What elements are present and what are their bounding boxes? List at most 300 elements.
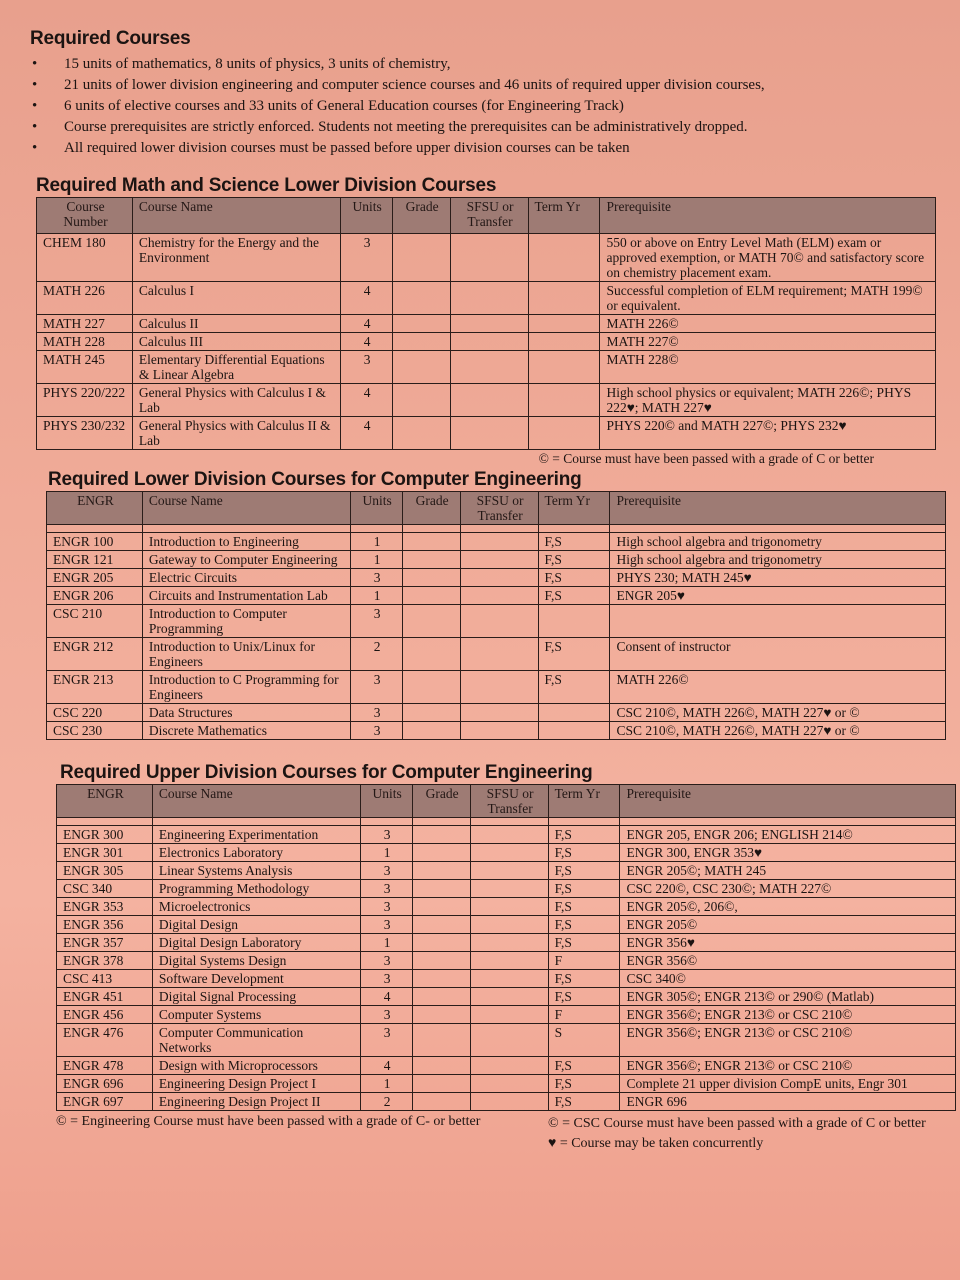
- grade-cell[interactable]: [392, 384, 450, 417]
- term-year-cell: [528, 282, 600, 315]
- sfsu-transfer-cell[interactable]: [470, 1057, 548, 1075]
- list-item: • All required lower division courses must be passed before upper division courses can be taken: [30, 138, 938, 159]
- table-row: [47, 722, 946, 740]
- course-name-cell: Engineering Experimentation: [152, 826, 360, 844]
- units-cell: 3: [350, 569, 402, 587]
- units-cell: 3: [350, 605, 402, 638]
- table-row: [47, 569, 946, 587]
- sfsu-transfer-cell[interactable]: [470, 1093, 548, 1111]
- course-name-cell: Discrete Mathematics: [142, 722, 350, 740]
- units-cell: 3: [350, 722, 402, 740]
- units-header: Units: [360, 785, 412, 818]
- units-cell: 1: [360, 844, 412, 862]
- units-cell: 3: [360, 970, 412, 988]
- prerequisite-cell: MATH 226©: [600, 315, 936, 333]
- spacer-cell: [360, 818, 412, 826]
- spacer-cell: [350, 525, 402, 533]
- prerequisite-cell: Successful completion of ELM requirement; MATH 199© or equivalent.: [600, 282, 936, 315]
- grade-cell[interactable]: [412, 898, 470, 916]
- units-cell: 4: [360, 988, 412, 1006]
- prerequisite-cell: ENGR 305©; ENGR 213© or 290© (Matlab): [620, 988, 956, 1006]
- course-number-cell: MATH 227: [37, 315, 133, 333]
- lower-division-title: Required Lower Division Courses for Computer Engineering: [48, 469, 582, 490]
- sfsu-transfer-header: SFSU or Transfer: [470, 785, 548, 818]
- prerequisite-header: Prerequisite: [610, 492, 946, 525]
- course-name-cell: Calculus I: [132, 282, 340, 315]
- course-number-cell: ENGR 451: [57, 988, 153, 1006]
- prerequisite-header: Prerequisite: [600, 198, 936, 234]
- grade-cell[interactable]: [412, 934, 470, 952]
- table-row: [47, 587, 946, 605]
- prerequisite-cell: ENGR 356©: [620, 952, 956, 970]
- sfsu-transfer-cell[interactable]: [460, 671, 538, 704]
- concurrent-note: ♥ = Course may be taken concurrently: [548, 1136, 764, 1151]
- table-row: [57, 970, 956, 988]
- term-year-cell: F,S: [548, 970, 620, 988]
- course-number-header: ENGR: [47, 492, 143, 525]
- sfsu-transfer-cell[interactable]: [470, 916, 548, 934]
- sfsu-transfer-cell[interactable]: [450, 315, 528, 333]
- sfsu-transfer-cell[interactable]: [470, 862, 548, 880]
- course-number-cell: ENGR 212: [47, 638, 143, 671]
- course-name-cell: Digital Systems Design: [152, 952, 360, 970]
- term-year-cell: F,S: [538, 671, 610, 704]
- prerequisite-cell: ENGR 300, ENGR 353♥: [620, 844, 956, 862]
- grade-c-note: © = Course must have been passed with a grade of C or better: [538, 451, 874, 466]
- term-year-cell: [528, 315, 600, 333]
- prerequisite-cell: [610, 605, 946, 638]
- prerequisite-cell: ENGR 356©; ENGR 213© or CSC 210©: [620, 1024, 956, 1057]
- units-cell: 3: [360, 1006, 412, 1024]
- course-name-cell: Engineering Design Project I: [152, 1075, 360, 1093]
- course-name-cell: General Physics with Calculus I & Lab: [132, 384, 340, 417]
- term-year-cell: S: [548, 1024, 620, 1057]
- grade-cell[interactable]: [412, 988, 470, 1006]
- sfsu-transfer-cell[interactable]: [470, 988, 548, 1006]
- header-row: [47, 492, 946, 525]
- units-cell: 1: [360, 1075, 412, 1093]
- term-year-cell: [528, 333, 600, 351]
- table-row: [57, 862, 956, 880]
- prerequisite-cell: MATH 226©: [610, 671, 946, 704]
- required-courses-title: Required Courses: [30, 28, 191, 49]
- table-row: [47, 533, 946, 551]
- prerequisite-cell: ENGR 356©; ENGR 213© or CSC 210©: [620, 1006, 956, 1024]
- course-name-cell: Chemistry for the Energy and the Environment: [132, 234, 340, 282]
- prerequisite-cell: High school algebra and trigonometry: [610, 533, 946, 551]
- term-year-cell: F,S: [538, 638, 610, 671]
- upper-division-table: [56, 784, 956, 1111]
- course-name-cell: Data Structures: [142, 704, 350, 722]
- course-name-cell: Introduction to C Programming for Engineers: [142, 671, 350, 704]
- course-number-cell: CHEM 180: [37, 234, 133, 282]
- course-number-cell: ENGR 476: [57, 1024, 153, 1057]
- table-row: [37, 234, 936, 282]
- term-year-cell: [528, 384, 600, 417]
- spacer-cell: [47, 525, 143, 533]
- units-header: Units: [350, 492, 402, 525]
- term-year-cell: F,S: [548, 898, 620, 916]
- prerequisite-cell: ENGR 205©, 206©,: [620, 898, 956, 916]
- course-name-cell: Microelectronics: [152, 898, 360, 916]
- prerequisite-cell: ENGR 205♥: [610, 587, 946, 605]
- term-year-cell: [538, 722, 610, 740]
- course-number-cell: CSC 210: [47, 605, 143, 638]
- units-cell: 3: [360, 826, 412, 844]
- grade-cell[interactable]: [402, 533, 460, 551]
- course-number-header: Course Number: [37, 198, 133, 234]
- units-cell: 1: [350, 587, 402, 605]
- sfsu-transfer-cell[interactable]: [460, 638, 538, 671]
- course-name-cell: Calculus III: [132, 333, 340, 351]
- list-item: • 15 units of mathematics, 8 units of physics, 3 units of chemistry,: [30, 54, 938, 75]
- course-name-cell: Elementary Differential Equations & Linear Algebra: [132, 351, 340, 384]
- course-number-cell: ENGR 378: [57, 952, 153, 970]
- spacer-row: [47, 525, 946, 533]
- course-name-cell: Engineering Design Project II: [152, 1093, 360, 1111]
- units-cell: 4: [340, 417, 392, 450]
- prerequisite-cell: Complete 21 upper division CompE units, Engr 301: [620, 1075, 956, 1093]
- sfsu-transfer-cell[interactable]: [470, 844, 548, 862]
- course-number-cell: ENGR 305: [57, 862, 153, 880]
- grade-cell[interactable]: [402, 587, 460, 605]
- prerequisite-cell: ENGR 696: [620, 1093, 956, 1111]
- units-cell: 3: [360, 898, 412, 916]
- spacer-cell: [610, 525, 946, 533]
- sfsu-transfer-cell[interactable]: [450, 351, 528, 384]
- header-row: [37, 198, 936, 234]
- units-cell: 1: [350, 533, 402, 551]
- table-row: [57, 898, 956, 916]
- grade-cell[interactable]: [402, 638, 460, 671]
- course-number-header: ENGR: [57, 785, 153, 818]
- table-row: [37, 384, 936, 417]
- spacer-cell: [152, 818, 360, 826]
- footnotes: [56, 1114, 960, 1158]
- course-number-cell: ENGR 100: [47, 533, 143, 551]
- spacer-cell: [460, 525, 538, 533]
- prerequisite-cell: MATH 227©: [600, 333, 936, 351]
- course-number-cell: ENGR 213: [47, 671, 143, 704]
- table-row: [57, 1024, 956, 1057]
- grade-cell[interactable]: [392, 234, 450, 282]
- grade-cell[interactable]: [402, 551, 460, 569]
- grade-cell[interactable]: [412, 826, 470, 844]
- lower-division-table: [46, 491, 946, 740]
- table-row: [57, 844, 956, 862]
- course-number-cell: CSC 413: [57, 970, 153, 988]
- course-number-cell: ENGR 121: [47, 551, 143, 569]
- sfsu-transfer-cell[interactable]: [450, 282, 528, 315]
- course-number-cell: MATH 228: [37, 333, 133, 351]
- course-number-cell: ENGR 357: [57, 934, 153, 952]
- course-number-cell: ENGR 697: [57, 1093, 153, 1111]
- course-name-header: Course Name: [132, 198, 340, 234]
- units-cell: 4: [340, 384, 392, 417]
- course-number-cell: ENGR 696: [57, 1075, 153, 1093]
- prerequisite-cell: CSC 220©, CSC 230©; MATH 227©: [620, 880, 956, 898]
- math-science-title: Required Math and Science Lower Division Courses: [36, 175, 497, 196]
- units-cell: 3: [360, 880, 412, 898]
- units-cell: 3: [360, 952, 412, 970]
- grade-cell[interactable]: [412, 1024, 470, 1057]
- term-year-cell: [528, 417, 600, 450]
- table-row: [47, 638, 946, 671]
- units-cell: 4: [340, 315, 392, 333]
- sfsu-transfer-cell[interactable]: [450, 417, 528, 450]
- term-year-cell: F,S: [548, 1057, 620, 1075]
- prerequisite-cell: ENGR 205, ENGR 206; ENGLISH 214©: [620, 826, 956, 844]
- sfsu-transfer-cell[interactable]: [450, 384, 528, 417]
- term-year-cell: [538, 704, 610, 722]
- requirements-list: [30, 54, 938, 159]
- table-row: [47, 605, 946, 638]
- course-name-cell: Programming Methodology: [152, 880, 360, 898]
- course-name-cell: Digital Design: [152, 916, 360, 934]
- course-number-cell: ENGR 205: [47, 569, 143, 587]
- grade-cell[interactable]: [412, 916, 470, 934]
- table-row: [57, 880, 956, 898]
- table-row: [57, 826, 956, 844]
- sfsu-transfer-cell[interactable]: [470, 934, 548, 952]
- course-name-cell: Electronics Laboratory: [152, 844, 360, 862]
- sfsu-transfer-header: SFSU or Transfer: [450, 198, 528, 234]
- grade-cell[interactable]: [392, 315, 450, 333]
- grade-cell[interactable]: [402, 569, 460, 587]
- table-row: [57, 934, 956, 952]
- table-row: [57, 1093, 956, 1111]
- term-year-cell: F,S: [548, 1093, 620, 1111]
- prerequisite-cell: High school algebra and trigonometry: [610, 551, 946, 569]
- term-year-header: Term Yr: [528, 198, 600, 234]
- course-name-cell: Circuits and Instrumentation Lab: [142, 587, 350, 605]
- spacer-cell: [57, 818, 153, 826]
- course-number-cell: ENGR 478: [57, 1057, 153, 1075]
- course-number-cell: ENGR 456: [57, 1006, 153, 1024]
- course-number-cell: ENGR 300: [57, 826, 153, 844]
- sfsu-transfer-header: SFSU or Transfer: [460, 492, 538, 525]
- sfsu-transfer-cell[interactable]: [470, 1006, 548, 1024]
- units-cell: 3: [350, 704, 402, 722]
- math-science-table: [36, 197, 936, 450]
- sfsu-transfer-cell[interactable]: [460, 569, 538, 587]
- prerequisite-header: Prerequisite: [620, 785, 956, 818]
- list-item: • 6 units of elective courses and 33 units of General Education courses (for Engineering Track): [30, 96, 938, 117]
- units-header: Units: [340, 198, 392, 234]
- course-name-cell: Software Development: [152, 970, 360, 988]
- spacer-cell: [412, 818, 470, 826]
- grade-cell[interactable]: [412, 952, 470, 970]
- spacer-cell: [620, 818, 956, 826]
- table-row: [47, 704, 946, 722]
- grade-cell[interactable]: [412, 1006, 470, 1024]
- grade-cell[interactable]: [412, 844, 470, 862]
- grade-cell[interactable]: [402, 722, 460, 740]
- sfsu-transfer-cell[interactable]: [460, 533, 538, 551]
- term-year-cell: F: [548, 952, 620, 970]
- grade-cell[interactable]: [392, 333, 450, 351]
- grade-cell[interactable]: [402, 605, 460, 638]
- grade-cell[interactable]: [392, 417, 450, 450]
- table-row: [37, 417, 936, 450]
- table-row: [37, 315, 936, 333]
- course-name-cell: General Physics with Calculus II & Lab: [132, 417, 340, 450]
- term-year-header: Term Yr: [538, 492, 610, 525]
- prerequisite-cell: 550 or above on Entry Level Math (ELM) exam or approved exemption, or MATH 70© and satisfactory score on chemistry placement exam.: [600, 234, 936, 282]
- grade-cell[interactable]: [392, 282, 450, 315]
- spacer-cell: [548, 818, 620, 826]
- term-year-cell: F,S: [548, 1075, 620, 1093]
- course-name-cell: Introduction to Engineering: [142, 533, 350, 551]
- course-number-cell: MATH 245: [37, 351, 133, 384]
- prerequisite-cell: CSC 210©, MATH 226©, MATH 227♥ or ©: [610, 704, 946, 722]
- table-row: [57, 1057, 956, 1075]
- grade-cell[interactable]: [402, 671, 460, 704]
- table-row: [57, 952, 956, 970]
- spacer-cell: [142, 525, 350, 533]
- sfsu-transfer-cell[interactable]: [470, 898, 548, 916]
- term-year-cell: F,S: [548, 844, 620, 862]
- grade-cell[interactable]: [412, 862, 470, 880]
- course-name-cell: Calculus II: [132, 315, 340, 333]
- course-name-cell: Introduction to Computer Programming: [142, 605, 350, 638]
- sfsu-transfer-cell[interactable]: [470, 880, 548, 898]
- prerequisite-cell: ENGR 205©; MATH 245: [620, 862, 956, 880]
- term-year-cell: F,S: [548, 988, 620, 1006]
- sfsu-transfer-cell[interactable]: [460, 587, 538, 605]
- sfsu-transfer-cell[interactable]: [460, 605, 538, 638]
- units-cell: 1: [350, 551, 402, 569]
- term-year-cell: F,S: [538, 551, 610, 569]
- sfsu-transfer-cell[interactable]: [470, 1075, 548, 1093]
- grade-header: Grade: [392, 198, 450, 234]
- course-name-header: Course Name: [142, 492, 350, 525]
- sfsu-transfer-cell[interactable]: [470, 952, 548, 970]
- sfsu-transfer-cell[interactable]: [470, 826, 548, 844]
- term-year-cell: [528, 234, 600, 282]
- prerequisite-cell: MATH 228©: [600, 351, 936, 384]
- units-cell: 3: [350, 671, 402, 704]
- sfsu-transfer-cell[interactable]: [450, 234, 528, 282]
- course-name-cell: Digital Signal Processing: [152, 988, 360, 1006]
- sfsu-transfer-cell[interactable]: [460, 722, 538, 740]
- units-cell: 2: [350, 638, 402, 671]
- course-name-cell: Gateway to Computer Engineering: [142, 551, 350, 569]
- units-cell: 1: [360, 934, 412, 952]
- grade-header: Grade: [412, 785, 470, 818]
- course-name-cell: Computer Systems: [152, 1006, 360, 1024]
- term-year-cell: [538, 605, 610, 638]
- course-name-header: Course Name: [152, 785, 360, 818]
- spacer-cell: [470, 818, 548, 826]
- grade-cell[interactable]: [392, 351, 450, 384]
- prerequisite-cell: PHYS 230; MATH 245♥: [610, 569, 946, 587]
- course-number-cell: CSC 230: [47, 722, 143, 740]
- term-year-cell: F,S: [538, 569, 610, 587]
- units-cell: 3: [340, 234, 392, 282]
- course-number-cell: ENGR 356: [57, 916, 153, 934]
- spacer-cell: [402, 525, 460, 533]
- table-row: [47, 671, 946, 704]
- prerequisite-cell: ENGR 356♥: [620, 934, 956, 952]
- units-cell: 3: [360, 862, 412, 880]
- term-year-header: Term Yr: [548, 785, 620, 818]
- table-row: [47, 551, 946, 569]
- prerequisite-cell: CSC 210©, MATH 226©, MATH 227♥ or ©: [610, 722, 946, 740]
- prerequisite-cell: High school physics or equivalent; MATH 226©; PHYS 222♥; MATH 227♥: [600, 384, 936, 417]
- csc-grade-note: © = CSC Course must have been passed with a grade of C or better: [548, 1116, 926, 1131]
- grade-cell[interactable]: [412, 1075, 470, 1093]
- grade-cell[interactable]: [412, 1057, 470, 1075]
- prerequisite-cell: PHYS 220© and MATH 227©; PHYS 232♥: [600, 417, 936, 450]
- table-row: [57, 1006, 956, 1024]
- course-number-cell: PHYS 230/232: [37, 417, 133, 450]
- course-name-cell: Computer Communication Networks: [152, 1024, 360, 1057]
- sfsu-transfer-cell[interactable]: [470, 970, 548, 988]
- units-cell: 2: [360, 1093, 412, 1111]
- term-year-cell: F,S: [548, 826, 620, 844]
- units-cell: 4: [340, 333, 392, 351]
- units-cell: 4: [340, 282, 392, 315]
- sfsu-transfer-cell[interactable]: [450, 333, 528, 351]
- prerequisite-cell: Consent of instructor: [610, 638, 946, 671]
- spacer-row: [57, 818, 956, 826]
- grade-header: Grade: [402, 492, 460, 525]
- term-year-cell: F,S: [548, 880, 620, 898]
- term-year-cell: F,S: [538, 587, 610, 605]
- table-row: [37, 333, 936, 351]
- header-row: [57, 785, 956, 818]
- course-number-cell: MATH 226: [37, 282, 133, 315]
- upper-division-title: Required Upper Division Courses for Computer Engineering: [60, 762, 593, 783]
- course-name-cell: Electric Circuits: [142, 569, 350, 587]
- term-year-cell: F,S: [548, 934, 620, 952]
- course-name-cell: Linear Systems Analysis: [152, 862, 360, 880]
- table-row: [57, 916, 956, 934]
- term-year-cell: F: [548, 1006, 620, 1024]
- sfsu-transfer-cell[interactable]: [460, 704, 538, 722]
- grade-cell[interactable]: [402, 704, 460, 722]
- course-number-cell: ENGR 353: [57, 898, 153, 916]
- engineering-grade-note: © = Engineering Course must have been passed with a grade of C- or better: [56, 1114, 481, 1129]
- term-year-cell: F,S: [538, 533, 610, 551]
- table-row: [37, 282, 936, 315]
- course-name-cell: Design with Microprocessors: [152, 1057, 360, 1075]
- prerequisite-cell: CSC 340©: [620, 970, 956, 988]
- grade-cell[interactable]: [412, 880, 470, 898]
- sfsu-transfer-cell[interactable]: [470, 1024, 548, 1057]
- grade-cell[interactable]: [412, 1093, 470, 1111]
- spacer-cell: [538, 525, 610, 533]
- units-cell: 4: [360, 1057, 412, 1075]
- course-number-cell: CSC 220: [47, 704, 143, 722]
- course-name-cell: Digital Design Laboratory: [152, 934, 360, 952]
- course-number-cell: CSC 340: [57, 880, 153, 898]
- list-item: • 21 units of lower division engineering and computer science courses and 46 units of required upper division courses,: [30, 75, 938, 96]
- grade-cell[interactable]: [412, 970, 470, 988]
- table-row: [57, 1075, 956, 1093]
- term-year-cell: [528, 351, 600, 384]
- units-cell: 3: [360, 1024, 412, 1057]
- table-row: [37, 351, 936, 384]
- term-year-cell: F,S: [548, 916, 620, 934]
- sfsu-transfer-cell[interactable]: [460, 551, 538, 569]
- prerequisite-cell: ENGR 356©; ENGR 213© or CSC 210©: [620, 1057, 956, 1075]
- units-cell: 3: [360, 916, 412, 934]
- course-number-cell: ENGR 301: [57, 844, 153, 862]
- prerequisite-cell: ENGR 205©: [620, 916, 956, 934]
- course-name-cell: Introduction to Unix/Linux for Engineers: [142, 638, 350, 671]
